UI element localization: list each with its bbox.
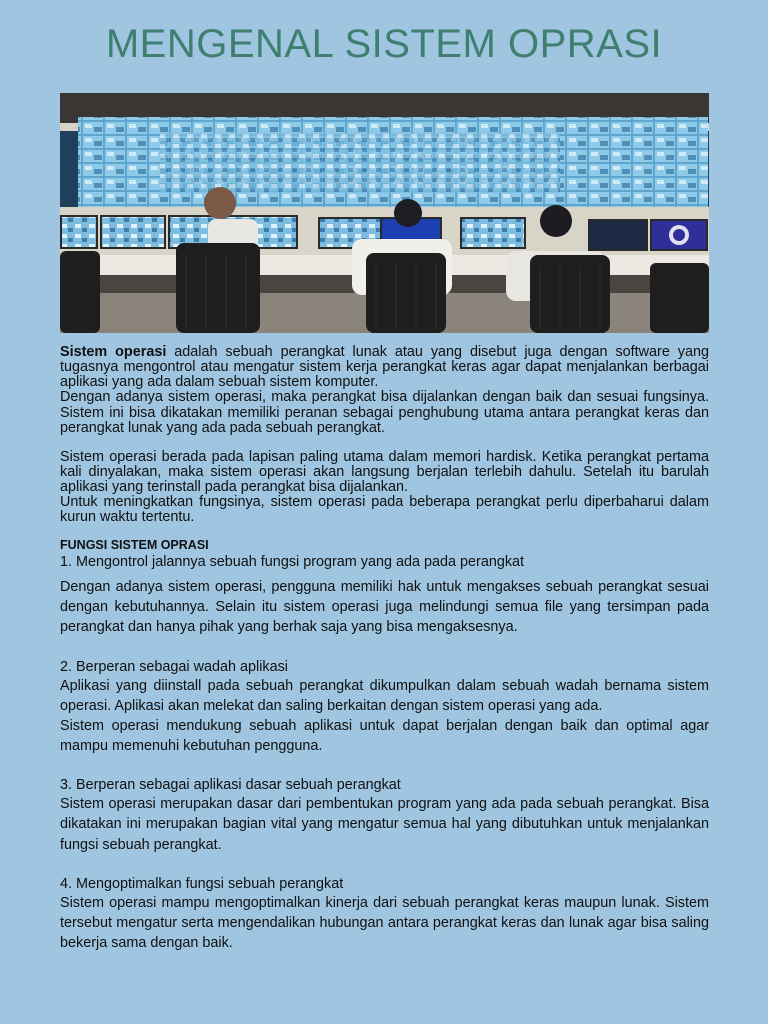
function-item <box>60 658 709 757</box>
function-title: 2. Berperan sebagai wadah aplikasi <box>60 658 289 675</box>
intro-paragraph-1-text: adalah sebuah perangkat lunak atau yang disebut juga dengan software yang tugasnya mengontrol atau mengatur sistem kerja perangkat keras agar dapat menjalankan berbagai aplikasi yang ada dalam sebuah sistem komputer. <box>60 344 709 391</box>
intro-block-1 <box>60 345 709 436</box>
control-room-photo <box>60 93 709 333</box>
intro-lead-bold: Sistem operasi <box>60 344 167 360</box>
function-title: 4. Mengoptimalkan fungsi sebuah perangkat <box>60 875 344 892</box>
intro-paragraph-2: Dengan adanya sistem operasi, maka perangkat bisa dijalankan dengan baik dan sesuai fungsinya. Sistem ini bisa dikatakan memiliki peranan sebagai penghubung utama antara perangkat keras dan perangkat lunak yang ada pada sebuah perangkat. <box>60 389 709 436</box>
intro-paragraph-1 <box>60 345 709 390</box>
control-room-illustration <box>60 93 709 333</box>
function-item <box>60 776 709 854</box>
function-paragraph: Sistem operasi merupakan dasar dari pembentukan program yang ada pada sebuah perangkat. Bisa dikatakan ini merupakan bagian vital yang mengatur semua hal yang dibutuhkan untuk menjalankan fungsi sebuah perangkat. <box>60 796 709 853</box>
function-paragraph: Sistem operasi mampu mengoptimalkan kinerja dari sebuah perangkat keras maupun lunak. Sistem tersebut mengatur serta mengendalikan hubungan antara perangkat keras dan lunak agar bisa saling bekerja sama dengan baik. <box>60 894 709 951</box>
function-title: 3. Berperan sebagai aplikasi dasar sebuah perangkat <box>60 777 401 794</box>
function-paragraph: Aplikasi yang diinstall pada sebuah perangkat dikumpulkan dalam sebuah wadah bernama sistem operasi. Aplikasi akan melekat dan saling berkaitan dengan sistem operasi yang ada. <box>60 677 709 714</box>
intro-paragraph-3: Sistem operasi berada pada lapisan paling utama dalam memori hardisk. Ketika perangkat pertama kali dinyalakan, maka sistem operasi akan langsung berjalan terlebih dahulu. Setelah itu barulah aplikasi yang terinstall pada perangkat bisa dijalankan. <box>60 448 709 495</box>
function-item <box>60 553 709 637</box>
article-body <box>60 345 709 953</box>
function-item <box>60 875 709 953</box>
function-title: 1. Mengontrol jalannya sebuah fungsi program yang ada pada perangkat <box>60 554 525 571</box>
section-heading: FUNGSI SISTEM OPRASI <box>60 538 209 553</box>
page-title: MENGENAL SISTEM OPRASI <box>105 22 663 66</box>
function-paragraph: Dengan adanya sistem operasi, pengguna memiliki hak untuk mengakses sebuah perangkat sesuai dengan kebutuhannya. Selain itu sistem operasi juga melindungi semua file yang tersimpan pada perangkat dan hanya pihak yang berhak saja yang bisa mengaksesnya. <box>60 579 709 636</box>
intro-paragraph-4: Untuk meningkatkan fungsinya, sistem operasi pada beberapa perangkat perlu diperbaharui dalam kurun waktu tertentu. <box>60 494 709 526</box>
function-paragraph: Sistem operasi mendukung sebuah aplikasi untuk dapat berjalan dengan baik dan optimal agar mampu memenuhi kebutuhan pengguna. <box>60 717 709 755</box>
intro-block-2 <box>60 450 709 526</box>
